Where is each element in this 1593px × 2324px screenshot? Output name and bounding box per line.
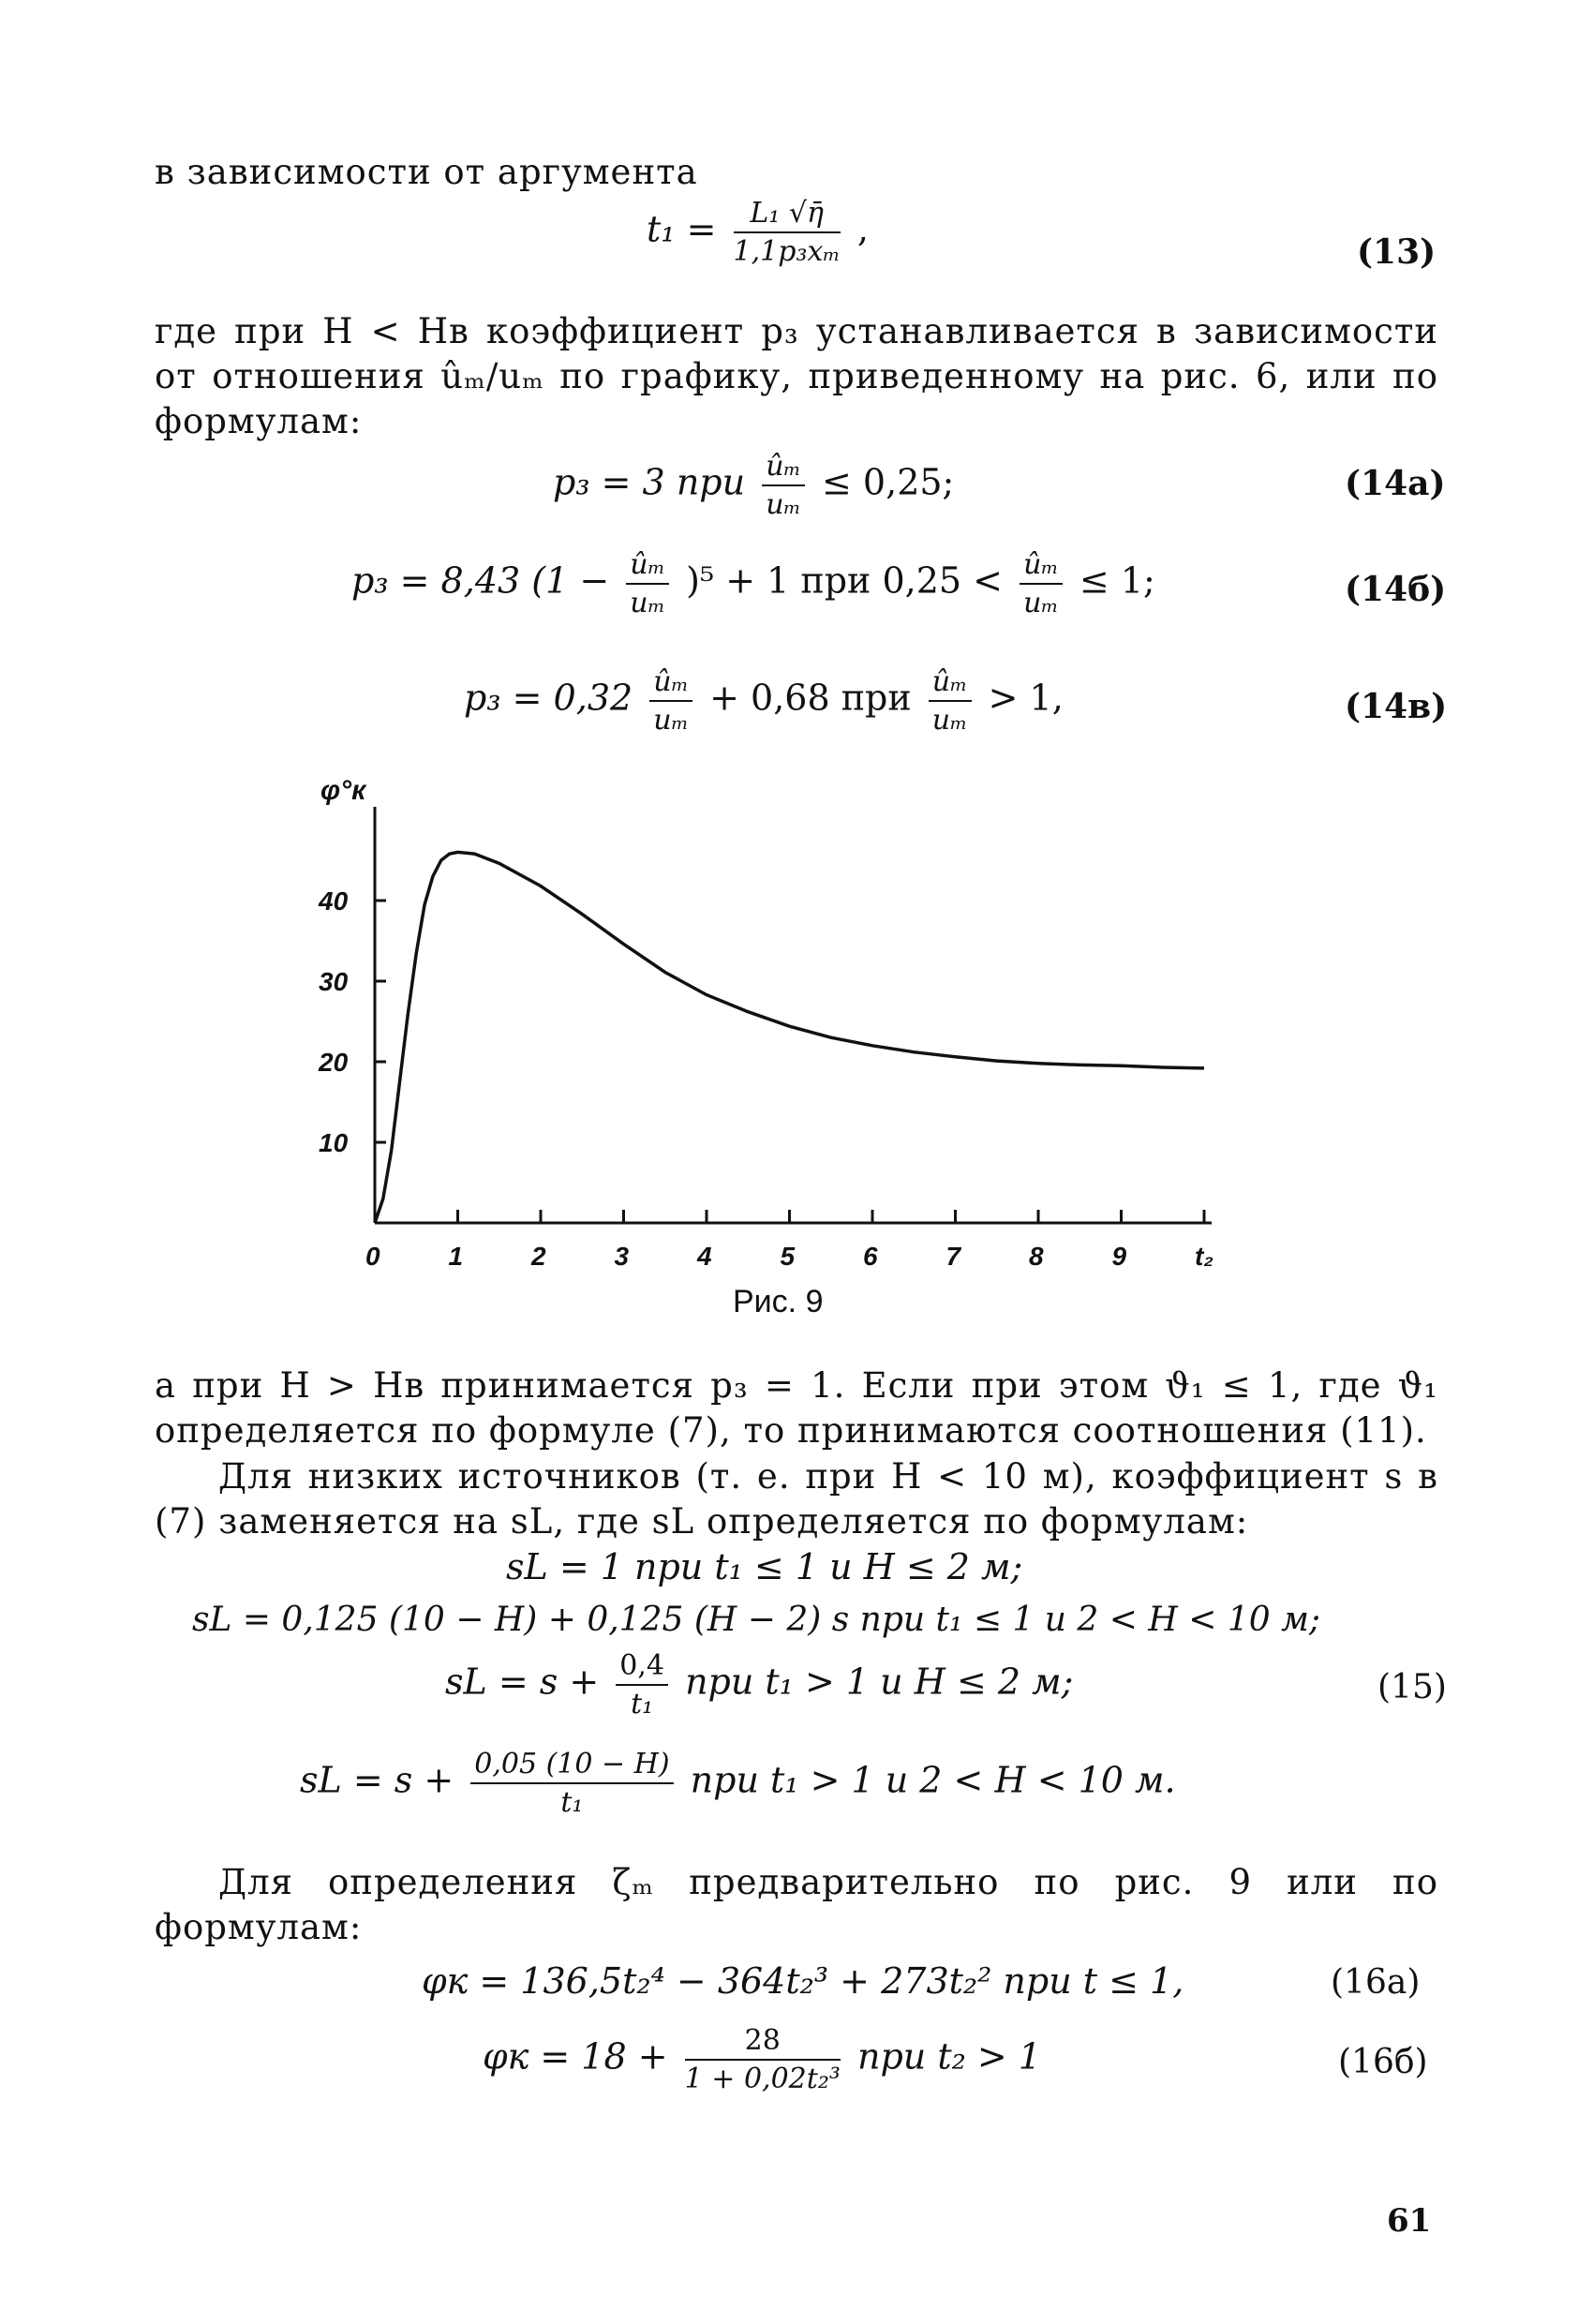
equation-14c: p₃ = 0,32 $\frac{\text{ûₘ}}{\text{uₘ}}$ + 0,68 при $\frac{\text{ûₘ}}{\text{uₘ}}$ > 1,	[464, 665, 1064, 737]
paragraph-4: Для определения ζₘ предварительно по рис. 9 или по формулам:	[155, 1862, 1438, 1947]
equation-14c-number: (14в)	[1345, 687, 1448, 726]
x-tick-label: 3	[614, 1242, 630, 1270]
x-tick-label: 8	[1029, 1242, 1044, 1270]
equation-sl-1: sL = 1 при t₁ ≤ 1 и H ≤ 2 м;	[506, 1546, 1023, 1587]
chart-axes	[375, 807, 1212, 1223]
paragraph-3: Для низких источников (т. е. при H < 10 м), коэффициент s в (7) заменяется на sL, где sL определяется по формулам:	[155, 1456, 1438, 1542]
x-tick-label: t₂	[1195, 1242, 1214, 1270]
y-tick-label: 10	[319, 1128, 349, 1157]
equation-16a-number: (16а)	[1331, 1963, 1421, 2002]
x-tick-label: 4	[697, 1242, 712, 1270]
y-axis-label: φ°к	[320, 775, 366, 806]
chart-ticks	[375, 901, 1204, 1223]
y-tick-label: 40	[319, 886, 349, 916]
y-tick-label: 20	[319, 1048, 349, 1077]
figure-9-chart	[309, 764, 1265, 1270]
equation-14a: p₃ = 3 при $\frac{\text{ûₘ}}{\text{uₘ}}$ ≤ 0,25;	[553, 450, 955, 521]
equation-16b-number: (16б)	[1338, 2043, 1428, 2081]
x-tick-label: 6	[863, 1242, 878, 1270]
x-tick-label: 7	[945, 1242, 961, 1270]
x-tick-label: 5	[780, 1242, 796, 1270]
equation-16a: φк = 136,5t₂⁴ − 364t₂³ + 273t₂² при t ≤ 1,	[422, 1960, 1184, 2002]
paragraph-1: где при H < Hв коэффициент p₃ устанавливается в зависимости от отношения ûₘ/uₘ по графику, приведенному на рис. 6, или по формулам:	[155, 311, 1438, 441]
equation-sl-4: sL = s + $\frac{0,05 (10 - H)}{\text{t₁}}$ при t₁ > 1 и 2 < H < 10 м.	[300, 1748, 1176, 1819]
equation-14b-number: (14б)	[1345, 570, 1447, 609]
x-tick-label: 9	[1111, 1242, 1127, 1270]
intro-line: в зависимости от аргумента	[155, 152, 698, 192]
paragraph-2: а при H > Hв принимается p₃ = 1. Если при этом ϑ₁ ≤ 1, где ϑ₁ определяется по формуле (7), то принимаются соотношения (11).	[155, 1365, 1438, 1451]
equation-sl-2: sL = 0,125 (10 − H) + 0,125 (H − 2) s при t₁ ≤ 1 и 2 < H < 10 м;	[192, 1601, 1321, 1639]
chart-series-line	[375, 852, 1204, 1223]
equation-13-number: (13)	[1357, 232, 1437, 272]
equation-14a-number: (14а)	[1345, 464, 1446, 503]
equation-13: t₁ = $\frac{\text{L₁ √η̄}}{\text{1,1p₃xₘ}}$ ,	[647, 197, 869, 268]
equation-sl-3: sL = s + $\frac{0,4}{\text{t₁}}$ при t₁ > 1 и H ≤ 2 м;	[445, 1649, 1074, 1721]
x-tick-label: 2	[531, 1242, 546, 1270]
x-tick-label: 0	[365, 1242, 380, 1270]
page-number: 61	[1387, 2202, 1432, 2240]
y-tick-label: 30	[319, 967, 349, 996]
equation-14b: p₃ = 8,43 (1 − $\frac{\text{ûₘ}}{\text{uₘ}}$ )⁵ + 1 при 0,25 < $\frac{\text{ûₘ}}{\text{uₘ}}$ ≤ 1;	[351, 548, 1155, 619]
equation-16b: φк = 18 + $\frac{28}{\text{1 + 0,02t₂³}}$ при t₂ > 1	[483, 2024, 1041, 2095]
x-tick-label: 1	[448, 1242, 464, 1270]
equation-15-number: (15)	[1377, 1668, 1447, 1706]
figure-caption: Рис. 9	[733, 1284, 824, 1319]
chart-tick-labels	[318, 775, 1213, 1270]
